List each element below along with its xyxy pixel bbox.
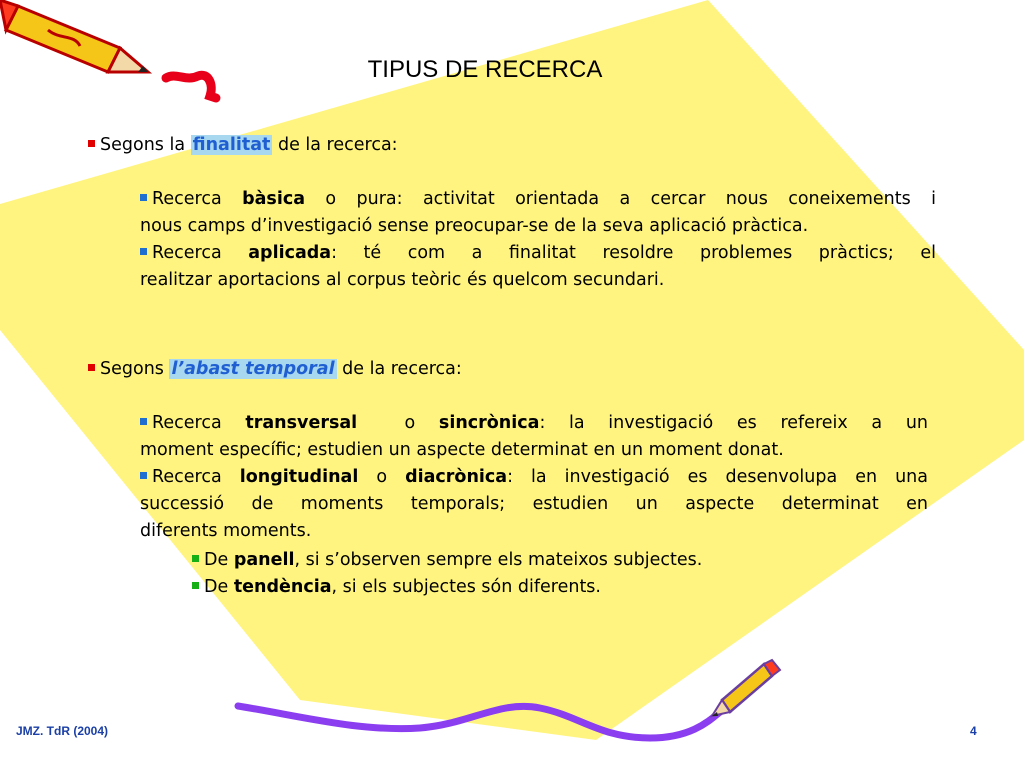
footer-author: JMZ. TdR (2004) xyxy=(16,724,109,738)
blue-bullet-icon xyxy=(140,248,147,255)
sub-item-tendencia: De tendència, si els subjectes són diferents. xyxy=(192,574,601,600)
green-bullet-icon xyxy=(192,555,199,562)
list-item-aplicada: Recerca aplicada: té com a finalitat resoldre problemes pràctics; el realitzar aportacions al corpus teòric és quelcom secundari. xyxy=(140,243,936,290)
page-number: 4 xyxy=(970,724,977,738)
list-item-transversal: Recerca transversal o sincrònica: la investigació es refereix a un moment específic; estudien un aspecte determinat en un moment donat. xyxy=(140,413,928,460)
section-abast-heading: Segons l’abast temporal de la recerca: xyxy=(88,355,462,383)
blue-bullet-icon xyxy=(140,418,147,425)
keyword-finalitat: finalitat xyxy=(192,135,271,155)
pencil-icon-bottom xyxy=(712,660,780,716)
section-finalitat-heading: Segons la finalitat de la recerca: xyxy=(88,131,398,159)
blue-bullet-icon xyxy=(140,194,147,201)
red-bullet-icon xyxy=(88,140,95,147)
list-item-basica: Recerca bàsica o pura: activitat orientada a cercar nous coneixements i nous camps d’investigació sense preocupar-se de la seva aplicació pràctica. xyxy=(140,189,936,236)
list-item-longitudinal: Recerca longitudinal o diacrònica: la investigació es desenvolupa en una successió de moments temporals; estudien un aspecte determinat en diferents moments. xyxy=(140,467,928,541)
sub-item-panell: De panell, si s’observen sempre els mateixos subjectes. xyxy=(192,547,702,573)
page-title: TIPUS DE RECERCA xyxy=(367,56,603,83)
green-bullet-icon xyxy=(192,582,199,589)
red-bullet-icon xyxy=(88,364,95,371)
blue-bullet-icon xyxy=(140,472,147,479)
keyword-abast-temporal: l’abast temporal xyxy=(171,359,335,379)
